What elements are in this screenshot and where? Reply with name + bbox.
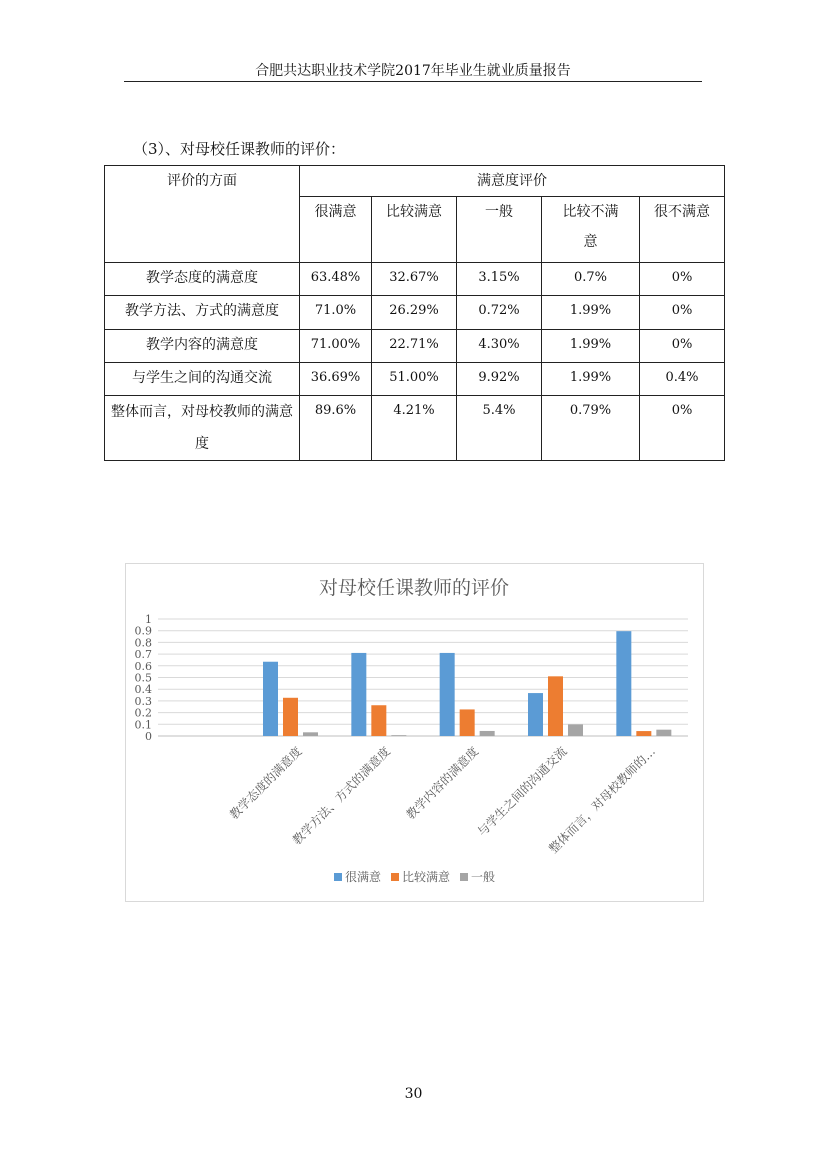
table-cell: 9.92% [457, 363, 542, 396]
table-cell: 0% [640, 296, 725, 330]
y-tick-label: 0.7 [134, 648, 152, 662]
table-row [105, 330, 725, 363]
table-cell: 71.0% [300, 296, 372, 330]
y-tick-label: 0.6 [134, 659, 152, 673]
table-cell: 4.30% [457, 330, 542, 363]
table-cell: 3.15% [457, 263, 542, 296]
bar [480, 731, 495, 736]
bar [460, 709, 475, 736]
aspect-header: 评价的方面 [105, 166, 300, 263]
y-tick-label: 0.1 [134, 718, 152, 732]
header-rule [124, 81, 702, 82]
bar [303, 732, 318, 736]
table-row [105, 263, 725, 296]
table-row [105, 396, 725, 461]
bar [656, 730, 671, 736]
x-tick-label: 整体而言，对母校教师的… [546, 744, 658, 856]
y-tick-label: 0.8 [134, 636, 152, 650]
table-cell: 0% [640, 396, 725, 461]
table-cell: 0.79% [542, 396, 640, 461]
y-tick-label: 0.5 [134, 671, 152, 685]
table-cell: 89.6% [300, 396, 372, 461]
row-label: 教学态度的满意度 [105, 263, 300, 296]
bar [568, 724, 583, 736]
bar [548, 676, 563, 736]
bar-chart [126, 564, 703, 901]
table-header-row [105, 166, 725, 197]
bar [616, 631, 631, 736]
row-label: 教学方法、方式的满意度 [105, 296, 300, 330]
row-label: 教学内容的满意度 [105, 330, 300, 363]
table-row [105, 363, 725, 396]
table-cell: 0.72% [457, 296, 542, 330]
column-header: 比较不满意 [542, 197, 640, 263]
legend-swatch [334, 873, 342, 881]
table-cell: 36.69% [300, 363, 372, 396]
page-header: 合肥共达职业技术学院2017年毕业生就业质量报告 [255, 63, 571, 79]
column-header: 比较满意 [372, 197, 457, 263]
bar [351, 653, 366, 736]
column-header: 很不满意 [640, 197, 725, 263]
legend-label: 很满意 [345, 870, 382, 884]
legend-label: 一般 [471, 870, 496, 884]
table-cell: 1.99% [542, 363, 640, 396]
table-cell: 0.4% [640, 363, 725, 396]
table-cell: 26.29% [372, 296, 457, 330]
table-cell: 51.00% [372, 363, 457, 396]
chart-title: 对母校任课教师的评价 [318, 577, 510, 599]
bar [528, 693, 543, 736]
table-cell: 71.00% [300, 330, 372, 363]
legend-label: 比较满意 [402, 870, 451, 884]
table-cell: 1.99% [542, 330, 640, 363]
table-cell: 22.71% [372, 330, 457, 363]
x-tick-label: 教学内容的满意度 [403, 744, 482, 823]
table-cell: 4.21% [372, 396, 457, 461]
page-number: 30 [404, 1086, 423, 1102]
bar [636, 731, 651, 736]
column-header: 一般 [457, 197, 542, 263]
y-tick-label: 1 [145, 613, 152, 626]
y-tick-label: 0.4 [134, 683, 152, 697]
bar [391, 735, 406, 736]
table-cell: 0% [640, 330, 725, 363]
bar [263, 662, 278, 736]
bar [283, 698, 298, 736]
y-tick-label: 0 [145, 730, 152, 743]
chart-container [125, 563, 704, 902]
satisfaction-group-header: 满意度评价 [300, 166, 725, 197]
bar [371, 705, 386, 736]
y-tick-label: 0.9 [134, 624, 152, 638]
bar [440, 653, 455, 736]
row-label: 与学生之间的沟通交流 [105, 363, 300, 396]
row-label: 整体而言，对母校教师的满意度 [105, 396, 300, 461]
table-cell: 32.67% [372, 263, 457, 296]
y-tick-label: 0.3 [134, 694, 152, 708]
section-title: （3）、对母校任课教师的评价： [133, 140, 346, 158]
table-row [105, 296, 725, 330]
y-tick-label: 0.2 [134, 706, 152, 720]
table-cell: 63.48% [300, 263, 372, 296]
evaluation-table [104, 165, 725, 461]
table-cell: 0% [640, 263, 725, 296]
legend-swatch [391, 873, 399, 881]
table-cell: 1.99% [542, 296, 640, 330]
x-tick-label: 与学生之间的沟通交流 [474, 744, 570, 839]
table-cell: 5.4% [457, 396, 542, 461]
legend-swatch [460, 873, 468, 881]
x-tick-label: 教学方法、方式的满意度 [289, 744, 393, 848]
x-tick-label: 教学态度的满意度 [226, 744, 305, 823]
column-header: 很满意 [300, 197, 372, 263]
table-cell: 0.7% [542, 263, 640, 296]
